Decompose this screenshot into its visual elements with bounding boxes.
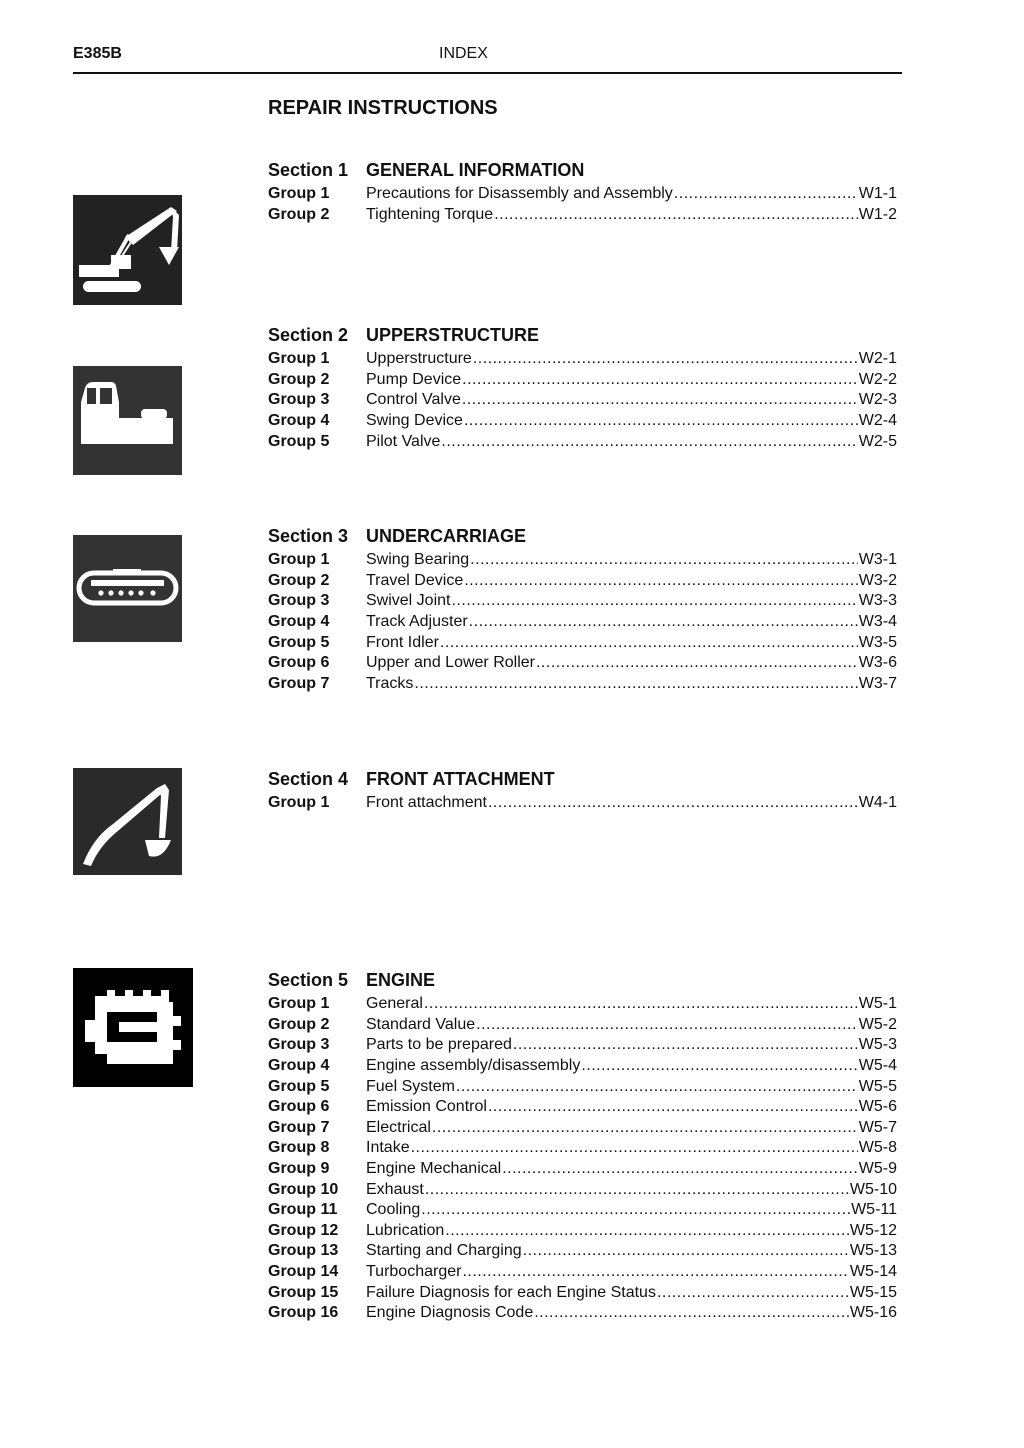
group-title: General: [366, 995, 423, 1013]
page-reference: W5-9: [858, 1160, 897, 1178]
page-reference: W2-3: [858, 391, 897, 409]
page-reference: W1-2: [858, 205, 897, 223]
group-label: Group 14: [268, 1263, 339, 1281]
dot-leader: [421, 1201, 850, 1219]
group-title: Tightening Torque: [366, 205, 494, 223]
page-reference: W2-1: [858, 350, 897, 368]
group-label: Group 6: [268, 654, 330, 672]
dot-leader: [476, 1016, 858, 1034]
group-label: Group 4: [268, 613, 330, 631]
group-label: Group 12: [268, 1221, 339, 1239]
page-reference: W3-7: [858, 674, 897, 692]
page-reference: W5-12: [849, 1221, 897, 1239]
section-general-information: [268, 158, 897, 225]
section-number: Section 2: [268, 324, 349, 345]
toc-entry[interactable]: [268, 793, 897, 814]
model-label: E385B: [73, 45, 122, 62]
group-label: Group 1: [268, 995, 330, 1013]
toc-entry[interactable]: [268, 1303, 897, 1324]
page-reference: W3-6: [858, 654, 897, 672]
group-label: Group 5: [268, 432, 330, 450]
dot-leader: [657, 1284, 849, 1302]
group-title: Failure Diagnosis for each Engine Status: [366, 1283, 656, 1301]
section-title: UPPERSTRUCTURE: [366, 324, 540, 345]
toc-entry[interactable]: [268, 1179, 897, 1200]
dot-leader: [523, 1242, 849, 1260]
toc-entry[interactable]: [268, 431, 897, 452]
toc-entry[interactable]: [268, 349, 897, 370]
group-label: Group 1: [268, 350, 330, 368]
group-title: Intake: [366, 1139, 410, 1157]
group-label: Group 3: [268, 592, 330, 610]
toc-entry[interactable]: [268, 411, 897, 432]
upperstructure-icon: [73, 366, 182, 475]
page-reference: W3-2: [858, 571, 897, 589]
group-title: Turbocharger: [366, 1263, 462, 1281]
group-title: Swivel Joint: [366, 592, 451, 610]
track-icon: [73, 535, 182, 642]
dot-leader: [462, 371, 858, 389]
group-label: Group 7: [268, 674, 330, 692]
section-title: ENGINE: [366, 969, 436, 990]
group-title: Upper and Lower Roller: [366, 654, 535, 672]
section-number: Section 1: [268, 159, 349, 180]
page-reference: W2-4: [858, 412, 897, 430]
section-title: GENERAL INFORMATION: [366, 159, 585, 180]
page-reference: W5-10: [849, 1180, 897, 1198]
toc-entry[interactable]: [268, 1056, 897, 1077]
toc-entry[interactable]: [268, 1282, 897, 1303]
group-title: Engine assembly/disassembly: [366, 1057, 581, 1075]
group-title: Control Valve: [366, 391, 461, 409]
group-label: Group 10: [268, 1180, 339, 1198]
group-label: Group 4: [268, 412, 330, 430]
dot-leader: [494, 206, 858, 224]
page-reference: W5-2: [858, 1015, 897, 1033]
toc-entry[interactable]: [268, 653, 897, 674]
group-label: Group 16: [268, 1304, 339, 1322]
page-reference: W3-5: [858, 633, 897, 651]
page-reference: W5-15: [849, 1283, 897, 1301]
group-title: Lubrication: [366, 1221, 445, 1239]
group-title: Engine Mechanical: [366, 1160, 502, 1178]
dot-leader: [441, 433, 857, 451]
group-list: [268, 349, 897, 452]
group-label: Group 8: [268, 1139, 330, 1157]
group-title: Emission Control: [366, 1098, 487, 1116]
section-number: Section 4: [268, 768, 349, 789]
group-title: Starting and Charging: [366, 1242, 522, 1260]
toc-entry[interactable]: [268, 550, 897, 571]
toc-entry[interactable]: [268, 1035, 897, 1056]
dot-leader: [425, 1181, 849, 1199]
group-title: Engine Diagnosis Code: [366, 1304, 534, 1322]
dot-leader: [464, 412, 858, 430]
dot-leader: [456, 1078, 858, 1096]
toc-entry[interactable]: [268, 1015, 897, 1036]
toc-entry[interactable]: [268, 370, 897, 391]
section-title: UNDERCARRIAGE: [366, 525, 527, 546]
group-label: Group 3: [268, 1036, 330, 1054]
toc-entry[interactable]: [268, 1097, 897, 1118]
page-reference: W5-5: [858, 1077, 897, 1095]
group-label: Group 5: [268, 1077, 330, 1095]
dot-leader: [451, 592, 857, 610]
group-label: Group 2: [268, 370, 330, 388]
dot-leader: [469, 613, 858, 631]
section-upperstructure: [268, 323, 897, 452]
dot-leader: [488, 794, 858, 812]
group-label: Group 1: [268, 185, 330, 203]
dot-leader: [502, 1160, 858, 1178]
page-reference: W3-1: [858, 551, 897, 569]
group-title: Track Adjuster: [366, 613, 468, 631]
toc-entry[interactable]: [268, 1118, 897, 1139]
page-reference: W5-16: [849, 1304, 897, 1322]
section-engine: [268, 968, 897, 1324]
dot-leader: [674, 185, 858, 203]
group-title: Precautions for Disassembly and Assembly: [366, 185, 673, 203]
page-reference: W5-13: [849, 1242, 897, 1260]
engine-icon: [73, 968, 193, 1087]
group-label: Group 2: [268, 571, 330, 589]
dot-leader: [411, 1139, 858, 1157]
group-title: Front attachment: [366, 794, 487, 812]
group-label: Group 6: [268, 1098, 330, 1116]
section-title: FRONT ATTACHMENT: [366, 768, 555, 789]
group-title: Parts to be prepared: [366, 1036, 512, 1054]
excavator-icon: [73, 195, 182, 305]
group-list: [268, 184, 897, 225]
group-label: Group 5: [268, 633, 330, 651]
group-label: Group 15: [268, 1283, 339, 1301]
dot-leader: [464, 572, 858, 590]
dot-leader: [488, 1098, 858, 1116]
toc-entry[interactable]: [268, 1241, 897, 1262]
dot-leader: [581, 1057, 857, 1075]
header-divider: [73, 72, 902, 74]
dot-leader: [473, 350, 858, 368]
toc-entry[interactable]: [268, 1221, 897, 1242]
dot-leader: [462, 391, 858, 409]
page-reference: W5-11: [851, 1201, 897, 1219]
toc-entry[interactable]: [268, 1262, 897, 1283]
section-number: Section 5: [268, 969, 349, 990]
page-reference: W1-1: [858, 185, 897, 203]
page-heading: INDEX: [439, 45, 488, 62]
toc-entry[interactable]: [268, 632, 897, 653]
page-reference: W4-1: [858, 794, 897, 812]
page-reference: W3-3: [858, 592, 897, 610]
group-title: Travel Device: [366, 571, 464, 589]
page-reference: W5-7: [858, 1118, 897, 1136]
group-label: Group 3: [268, 391, 330, 409]
toc-entry[interactable]: [268, 205, 897, 226]
group-label: Group 2: [268, 1015, 330, 1033]
toc-entry[interactable]: [268, 674, 897, 695]
toc-entry[interactable]: [268, 591, 897, 612]
dot-leader: [445, 1222, 849, 1240]
group-label: Group 2: [268, 205, 330, 223]
page-reference: W5-1: [858, 995, 897, 1013]
dot-leader: [440, 634, 858, 652]
page-reference: W5-8: [858, 1139, 897, 1157]
toc-entry[interactable]: [268, 1076, 897, 1097]
group-title: Front Idler: [366, 633, 439, 651]
toc-entry[interactable]: [268, 1159, 897, 1180]
boom-arm-icon: [73, 768, 182, 875]
group-list: [268, 550, 897, 694]
group-label: Group 1: [268, 551, 330, 569]
dot-leader: [462, 1263, 848, 1281]
document-title: REPAIR INSTRUCTIONS: [268, 97, 498, 119]
group-title: Swing Device: [366, 412, 463, 430]
group-title: Upperstructure: [366, 350, 472, 368]
group-list: [268, 994, 897, 1324]
group-label: Group 13: [268, 1242, 339, 1260]
toc-entry[interactable]: [268, 184, 897, 205]
group-title: Tracks: [366, 674, 414, 692]
group-title: Swing Bearing: [366, 551, 470, 569]
toc-entry[interactable]: [268, 390, 897, 411]
group-label: Group 7: [268, 1118, 330, 1136]
page-reference: W5-6: [858, 1098, 897, 1116]
group-label: Group 11: [268, 1201, 338, 1219]
toc-entry[interactable]: [268, 571, 897, 592]
group-title: Standard Value: [366, 1015, 476, 1033]
toc-entry[interactable]: [268, 1138, 897, 1159]
page-reference: W5-3: [858, 1036, 897, 1054]
page-reference: W2-5: [858, 432, 897, 450]
dot-leader: [470, 551, 858, 569]
page-reference: W3-4: [858, 613, 897, 631]
dot-leader: [414, 675, 857, 693]
group-list: [268, 793, 897, 814]
group-title: Cooling: [366, 1201, 421, 1219]
group-title: Exhaust: [366, 1180, 424, 1198]
section-number: Section 3: [268, 525, 349, 546]
toc-entry[interactable]: [268, 994, 897, 1015]
dot-leader: [513, 1036, 858, 1054]
group-title: Pilot Valve: [366, 432, 441, 450]
toc-entry[interactable]: [268, 1200, 897, 1221]
group-title: Pump Device: [366, 370, 462, 388]
dot-leader: [424, 995, 858, 1013]
group-title: Fuel System: [366, 1077, 455, 1095]
toc-entry[interactable]: [268, 612, 897, 633]
section-front-attachment: [268, 767, 897, 814]
dot-leader: [432, 1119, 858, 1137]
group-label: Group 4: [268, 1057, 330, 1075]
section-undercarriage: [268, 524, 897, 694]
dot-leader: [536, 654, 858, 672]
dot-leader: [534, 1304, 849, 1322]
group-label: Group 1: [268, 794, 330, 812]
group-title: Electrical: [366, 1118, 431, 1136]
page-reference: W5-14: [849, 1263, 897, 1281]
group-label: Group 9: [268, 1160, 330, 1178]
page-reference: W2-2: [858, 370, 897, 388]
page-reference: W5-4: [858, 1057, 897, 1075]
